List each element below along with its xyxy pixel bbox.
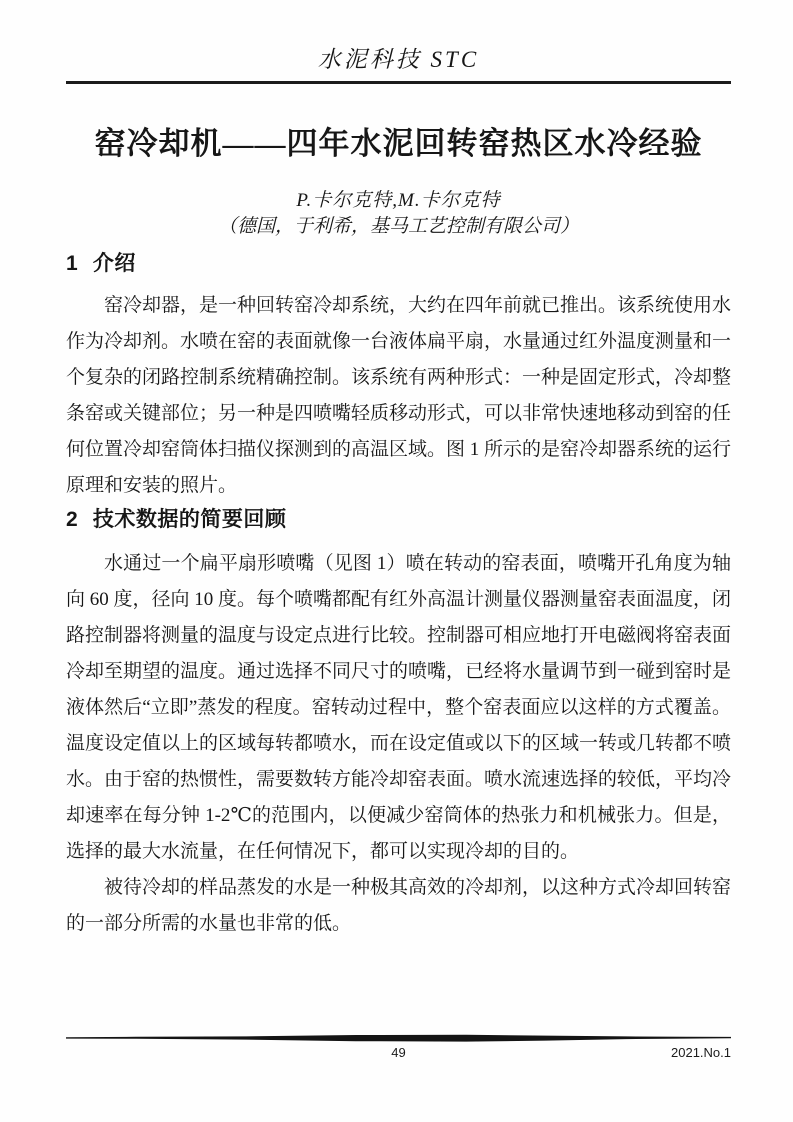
section-1-heading-text: 介绍 [92, 252, 136, 275]
section-1-heading [66, 250, 731, 278]
section-2-paragraph-1: 水通过一个扁平扇形喷嘴（见图 1）喷在转动的窑表面，喷嘴开孔角度为轴向 60 度，径向 10 度。每个喷嘴都配有红外高温计测量仪器测量窑表面温度，闭路控制器将测量的温度与设定点进行比较。控制器可相应地打开电磁阀将窑表面冷却至期望的温度。通过选择不同尺寸的喷嘴，已经将水量调节到一碰到窑时是液体然后“立即”蒸发的程度。窑转动过程中，整个窑表面应以这样的方式覆盖。温度设定值以上的区域每转都喷水，而在设定值或以下的区域一转或几转都不喷水。由于窑的热惯性，需要数转方能冷却窑表面。喷水流速选择的较低，平均冷却速率在每分钟 1-2℃的范围内，以便减少窑筒体的热张力和机械张力。但是，选择的最大水流量，在任何情况下，都可以实现冷却的目的。 [66, 553, 732, 862]
section-2-number: 2 [66, 508, 79, 531]
footer-row [66, 1044, 731, 1062]
issue-number: 2021.No.1 [671, 1045, 731, 1060]
footer-rule [66, 1034, 731, 1043]
journal-masthead: 水泥科技 STC [317, 47, 480, 72]
author-line: P.卡尔克特,M.卡尔克特 [296, 190, 501, 211]
page-footer [66, 1034, 731, 1062]
affiliation-line: （德国，于利希，基马工艺控制有限公司） [217, 216, 579, 237]
page-number: 49 [391, 1045, 406, 1060]
article-title: 窑冷却机——四年水泥回转窑热区水冷经验 [94, 126, 703, 161]
section-1-number: 1 [66, 252, 79, 275]
section-2-paragraph-2: 被待冷却的样品蒸发的水是一种极其高效的冷却剂，以这种方式冷却回转窑的一部分所需的水量也非常的低。 [66, 877, 732, 934]
section-2-heading [66, 506, 731, 534]
section-1-paragraph-1: 窑冷却器，是一种回转窑冷却系统，大约在四年前就已推出。该系统使用水作为冷却剂。水喷在窑的表面就像一台液体扁平扇，水量通过红外温度测量和一个复杂的闭路控制系统精确控制。该系统有两种形式：一种是固定形式，冷却整条窑或关键部位；另一种是四喷嘴轻质移动形式，可以非常快速地移动到窑的任何位置冷却窑筒体扫描仪探测到的高温区域。图 1 所示的是窑冷却器系统的运行原理和安装的照片。 [66, 295, 732, 496]
section-2-heading-text: 技术数据的简要回顾 [92, 508, 287, 531]
header-rule [66, 81, 731, 84]
